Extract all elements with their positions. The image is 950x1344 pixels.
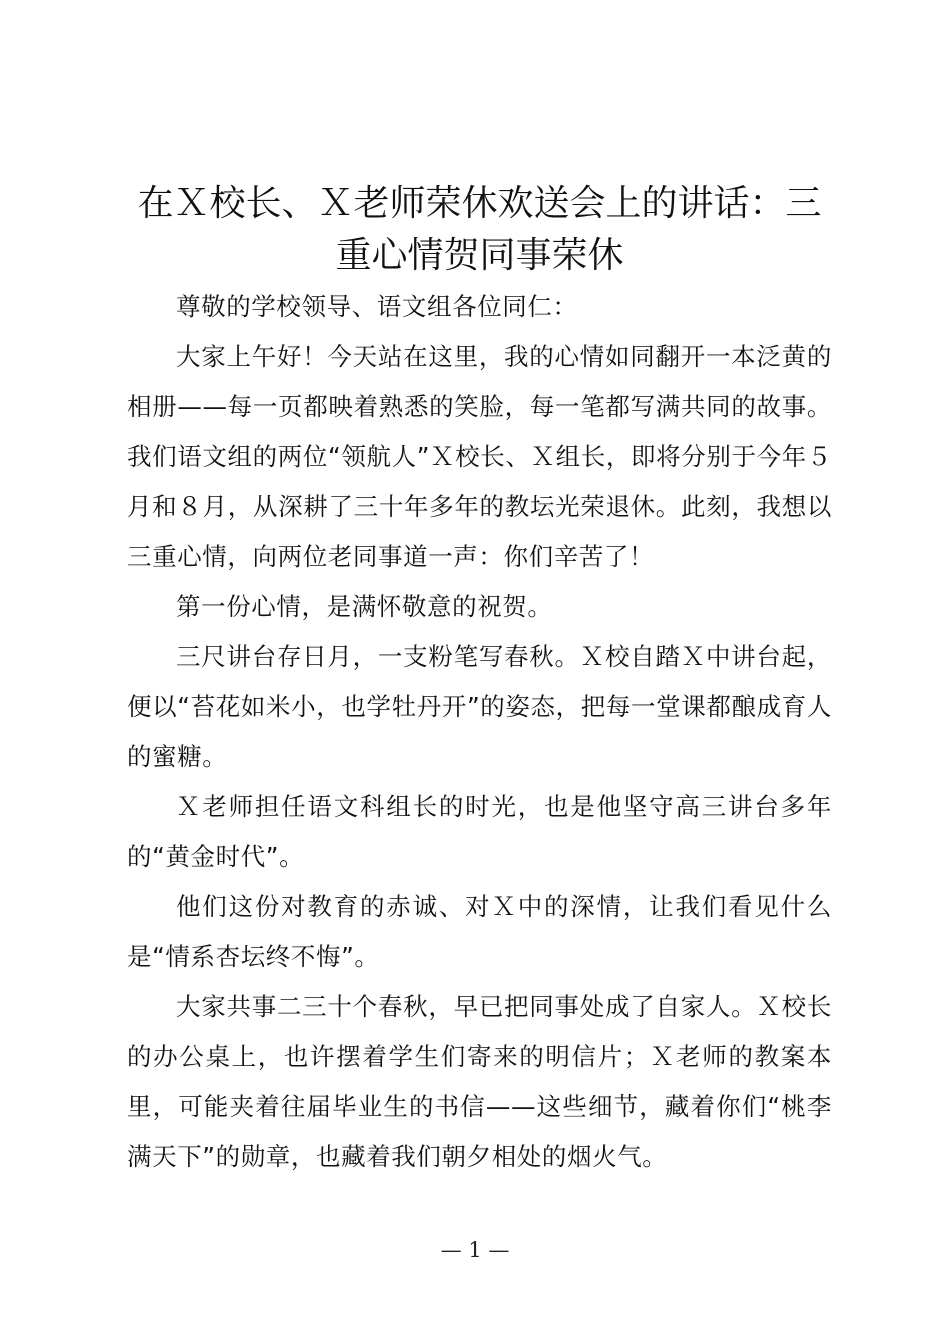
document-title: 在Ｘ校长、Ｘ老师荣休欢送会上的讲话：三重心情贺同事荣休 <box>137 183 822 276</box>
paragraph-devotion: 他们这份对教育的赤诚、对Ｘ中的深情，让我们看见什么是“情系杏坛终不悔”。 <box>127 892 832 971</box>
paragraph-first-feeling: 第一份心情，是满怀敬意的祝贺。 <box>176 592 553 621</box>
paragraph-principal-tribute: 三尺讲台存日月，一支粉笔写春秋。Ｘ校自踏Ｘ中讲台起，便以“苔花如米小，也学牡丹开”的姿态，把每一堂课都酿成育人的蜜糖。 <box>127 642 832 771</box>
document-body <box>127 282 832 1182</box>
page-number: — 1 — <box>440 1238 510 1262</box>
paragraph-teacher-tribute: Ｘ老师担任语文科组长的时光，也是他坚守高三讲台多年的“黄金时代”。 <box>127 792 832 871</box>
paragraph-greeting: 大家上午好！今天站在这里，我的心情如同翻开一本泛黄的相册——每一页都映着熟悉的笑脸，每一笔都写满共同的故事。我们语文组的两位“领航人”Ｘ校长、Ｘ组长，即将分别于今年５月和８月，从深耕了三十年多年的教坛光荣退休。此刻，我想以三重心情，向两位老同事道一声：你们辛苦了！ <box>127 342 832 571</box>
paragraph-salutation: 尊敬的学校领导、语文组各位同仁： <box>176 292 578 321</box>
document-page <box>127 178 832 1182</box>
paragraph-colleagues: 大家共事二三十个春秋，早已把同事处成了自家人。Ｘ校长的办公桌上，也许摆着学生们寄来的明信片；Ｘ老师的教案本里，可能夹着往届毕业生的书信——这些细节，藏着你们“桃李满天下”的勋章，也藏着我们朝夕相处的烟火气。 <box>127 992 832 1171</box>
